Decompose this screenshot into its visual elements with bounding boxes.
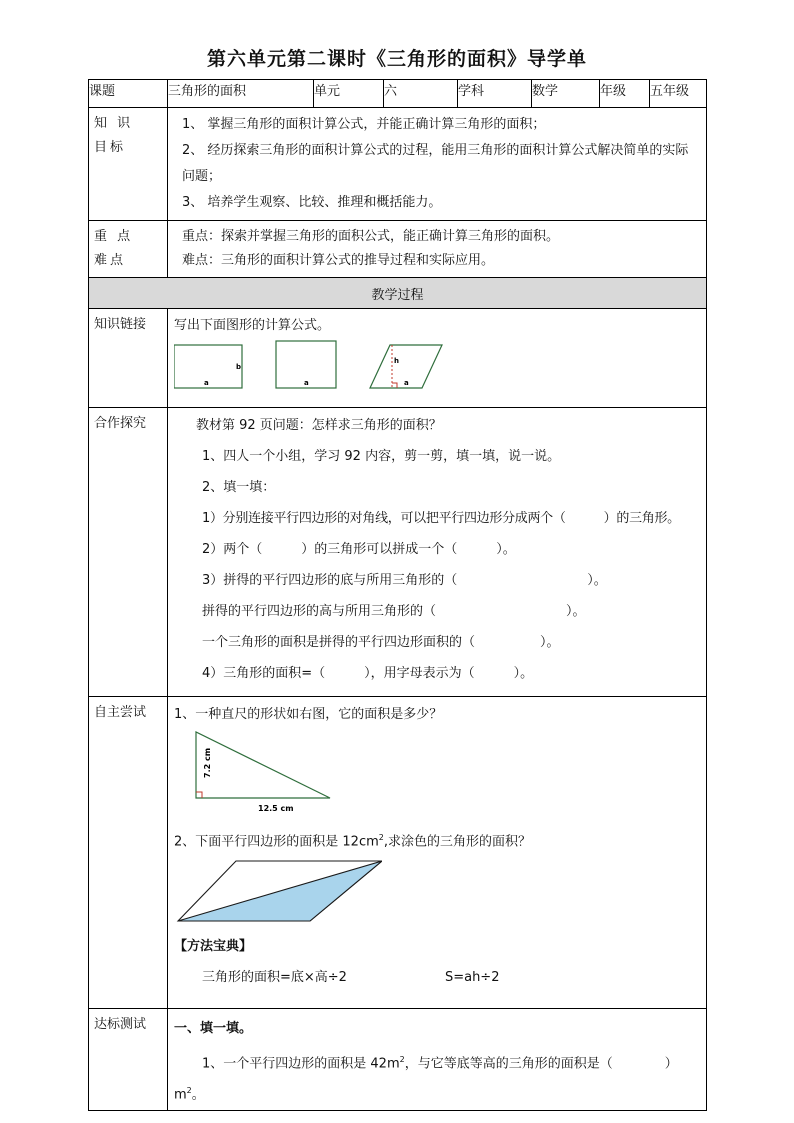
objectives-row <box>89 108 707 221</box>
objectives-label: 知 识 目标 <box>89 108 168 221</box>
test-heading: 一、填一填。 <box>174 1021 253 1036</box>
self-label: 自主尝试 <box>89 697 168 1009</box>
ruler-triangle <box>196 732 330 798</box>
objective-item: 3、 培养学生观察、比较、推理和概括能力。 <box>182 195 442 210</box>
unit-label: 单元 <box>314 80 384 108</box>
difficulty-text: 难点：三角形的面积计算公式的推导过程和实际应用。 <box>182 253 495 268</box>
para-h-label: h <box>394 357 399 365</box>
topic-value: 三角形的面积 <box>168 80 314 108</box>
test-q1-unit: $m^2$。 <box>174 1086 205 1103</box>
self-row <box>89 697 707 1009</box>
square-a-label: a <box>304 379 309 387</box>
coop-line: 2、填一填： <box>202 480 276 495</box>
self-content <box>168 697 707 1009</box>
grade-value: 五年级 <box>650 80 707 108</box>
formula-line <box>174 962 700 993</box>
formula-text: 三角形的面积=底×高÷2 <box>202 970 347 985</box>
coop-row <box>89 408 707 697</box>
coop-label: 合作探究 <box>89 408 168 697</box>
shape-figures <box>174 339 494 391</box>
link-label: 知识链接 <box>89 309 168 408</box>
rect-a-label: a <box>204 379 209 387</box>
keypoints-label: 重 点 难点 <box>89 221 168 278</box>
coop-line: 1）分别连接平行四边形的对角线，可以把平行四边形分成两个（ ）的三角形。 <box>202 511 680 526</box>
process-title: 教学过程 <box>89 278 707 309</box>
ruler-base-label: 12.5 cm <box>258 804 294 813</box>
header-row <box>89 80 707 108</box>
topic-label: 课题 <box>89 80 168 108</box>
page-title: 第六单元第二课时《三角形的面积》导学单 <box>206 48 587 70</box>
test-row <box>89 1009 707 1111</box>
subject-value: 数学 <box>532 80 600 108</box>
coop-line: 1、四人一个小组，学习 92 内容，剪一剪，填一填，说一说。 <box>202 449 561 464</box>
coop-content <box>168 408 707 697</box>
link-row <box>89 309 707 408</box>
test-label: 达标测试 <box>89 1009 168 1111</box>
method-title: 【方法宝典】 <box>174 939 253 954</box>
coop-line: 3）拼得的平行四边形的底与所用三角形的（ ）。 <box>202 573 607 588</box>
test-content <box>168 1009 707 1111</box>
formula-letters: S=ah÷2 <box>444 970 500 985</box>
grade-label: 年级 <box>600 80 650 108</box>
objective-item: 2、 经历探索三角形的面积计算公式的过程，能用三角形的面积计算公式解决简单的实际问题； <box>182 143 689 184</box>
coop-line: 2）两个（ ）的三角形可以拼成一个（ ）。 <box>202 542 516 557</box>
coop-line: 4）三角形的面积=（ ），用字母表示为（ ）。 <box>202 666 534 681</box>
coop-line: 一个三角形的面积是拼得的平行四边形面积的（ ）。 <box>202 635 560 650</box>
parallelogram-figure <box>176 855 382 923</box>
para-a-label: a <box>404 379 409 387</box>
coop-line: 教材第 92 页问题：怎样求三角形的面积？ <box>196 418 442 433</box>
test-q1: 1、一个平行四边形的面积是 $42m^2$，与它等底等高的三角形的面积是（ ） <box>202 1055 678 1072</box>
self-q2: 2、下面平行四边形的面积是 $12cm^2$,求涂色的三角形的面积？ <box>174 833 531 850</box>
lesson-table <box>88 79 707 1111</box>
self-q1: 1、一种直尺的形状如右图，它的面积是多少？ <box>174 707 443 722</box>
focus-text: 重点：探索并掌握三角形的面积公式，能正确计算三角形的面积。 <box>182 229 560 244</box>
keypoints-content <box>168 221 707 278</box>
link-prompt: 写出下面图形的计算公式。 <box>174 318 331 333</box>
ruler-triangle-figure <box>182 730 332 816</box>
process-title-row <box>89 278 707 309</box>
objective-item: 1、 掌握三角形的面积计算公式，并能正确计算三角形的面积； <box>182 117 546 132</box>
link-content <box>168 309 707 408</box>
ruler-height-label: 7.2 cm <box>203 747 212 778</box>
coop-line: 拼得的平行四边形的高与所用三角形的（ ）。 <box>202 604 586 619</box>
rect-b-label: b <box>236 363 242 371</box>
subject-label: 学科 <box>458 80 532 108</box>
keypoints-row <box>89 221 707 278</box>
objectives-content <box>168 108 707 221</box>
unit-value: 六 <box>384 80 458 108</box>
